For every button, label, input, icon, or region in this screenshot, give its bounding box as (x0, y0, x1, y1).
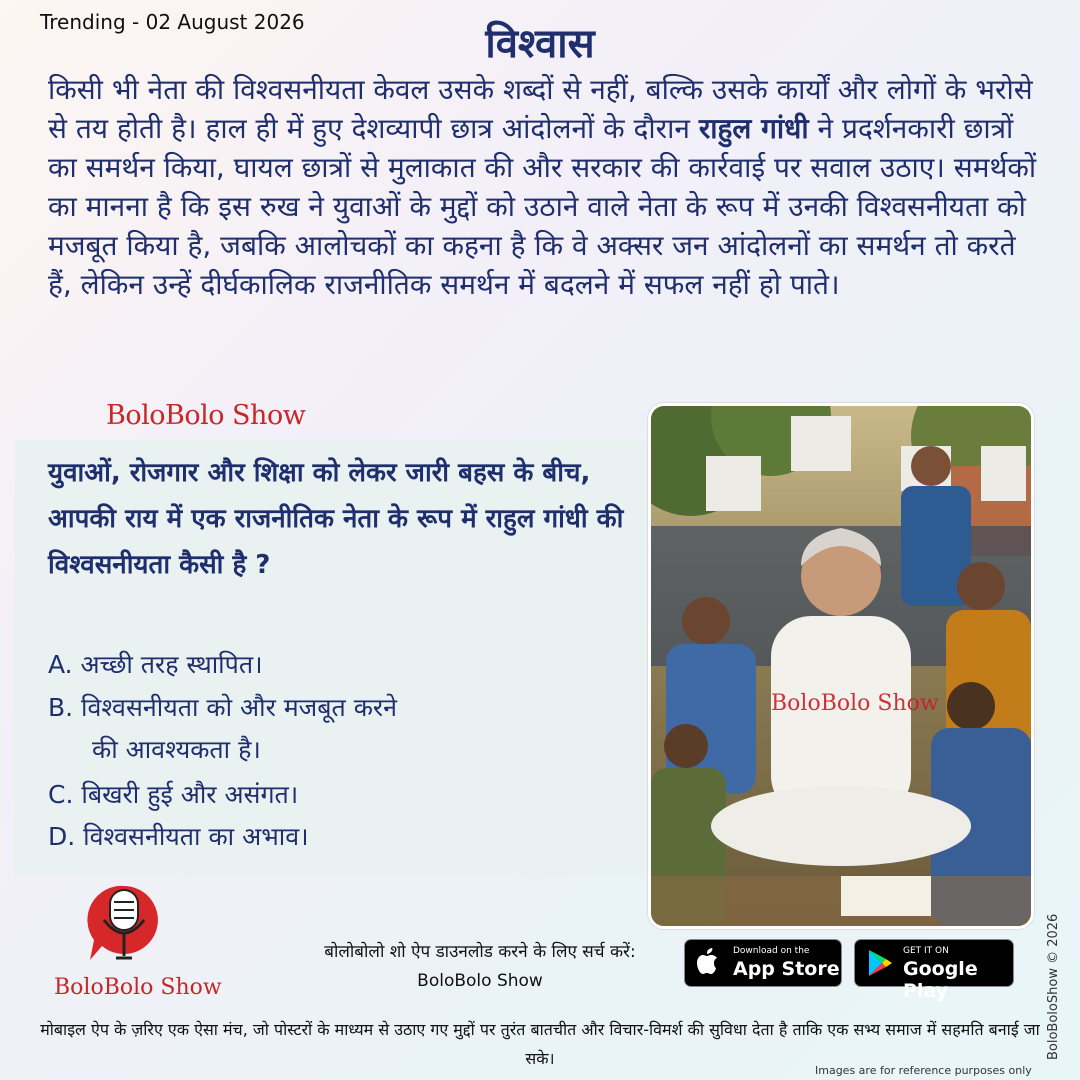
google-play-icon (867, 949, 893, 981)
brand-name-top: BoloBolo Show (106, 400, 306, 431)
google-play-small-label: GET IT ON (903, 946, 949, 956)
copyright-vertical: BoloBoloShow © 2026 (1046, 913, 1061, 1060)
apple-icon (697, 948, 721, 980)
footer-tagline: मोबाइल ऐप के ज़रिए एक ऐसा मंच, जो पोस्टरों के माध्यम से उठाए गए मुद्दों पर तुरंत बातचीत और विचार-विमर्श की सुविधा देता है ताकि एक सभ्य समाज में सहमति बनाई जा सके। (40, 1020, 1040, 1068)
search-instruction-line: बोलोबोलो शो ऐप डाउनलोड करने के लिए सर्च करें: (324, 942, 636, 962)
intro-text-1: किसी भी नेता की विश्वसनीयता केवल उसके शब्दों से नहीं, बल्कि उसके कार्यों और लोगों के भरोसे से तय होती है। हाल ही में हुए देशव्यापी छात्र आंदोलनों के दौरान (48, 73, 1033, 145)
image-disclaimer: Images are for reference purposes only (815, 1064, 1032, 1077)
illustration-photo (648, 403, 1034, 929)
page-title: विश्वास (485, 21, 595, 67)
photo-watermark: BoloBolo Show (771, 691, 939, 716)
intro-text-2: ने प्रदर्शनकारी छात्रों का समर्थन किया, घायल छात्रों से मुलाकात की और सरकार की कार्रवाई पर सवाल उठाए। समर्थकों का मानना है कि इस रुख ने युवाओं के मुद्दों को उठाने वाले नेता के रूप में उनकी विश्वसनीयता को मजबूत किया है, जबकि आलोचकों का कहना है कि वे अक्सर जन आंदोलनों का समर्थन तो करते हैं, लेकिन उन्हें दीर्घकालिक राजनीतिक समर्थन में बदलने में सफल नहीं हो पाते। (48, 112, 1037, 301)
student-gathering-illustration (651, 406, 1031, 926)
google-play-button[interactable] (854, 939, 1014, 1002)
poll-question: युवाओं, रोजगार और शिक्षा को लेकर जारी बहस के बीच, आपकी राय में एक राजनीतिक नेता के रूप में राहुल गांधी की विश्वसनीयता कैसी है ? (48, 458, 624, 580)
intro-paragraph (48, 70, 1048, 304)
option-d[interactable]: D. विश्वसनीयता का अभाव। (48, 822, 309, 851)
app-store-button[interactable] (684, 939, 842, 987)
app-store-label: App Store (733, 958, 840, 980)
option-a[interactable]: A. अच्छी तरह स्थापित। (48, 650, 263, 679)
app-search-instruction (290, 938, 670, 996)
microphone-logo-icon (84, 882, 164, 964)
intro-highlight-name: राहुल गांधी (698, 112, 809, 145)
app-store-small-label: Download on the (733, 946, 810, 956)
search-app-name: BoloBolo Show (417, 971, 543, 991)
option-b-continued[interactable]: की आवश्यकता है। (92, 735, 261, 764)
google-play-label: Google Play (903, 958, 978, 1002)
option-b[interactable]: B. विश्वसनीयता को और मजबूत करने (48, 693, 398, 722)
brand-name-bottom: BoloBolo Show (54, 975, 222, 1000)
trending-date: Trending - 02 August 2026 (40, 10, 305, 34)
option-c[interactable]: C. बिखरी हुई और असंगत। (48, 780, 299, 809)
